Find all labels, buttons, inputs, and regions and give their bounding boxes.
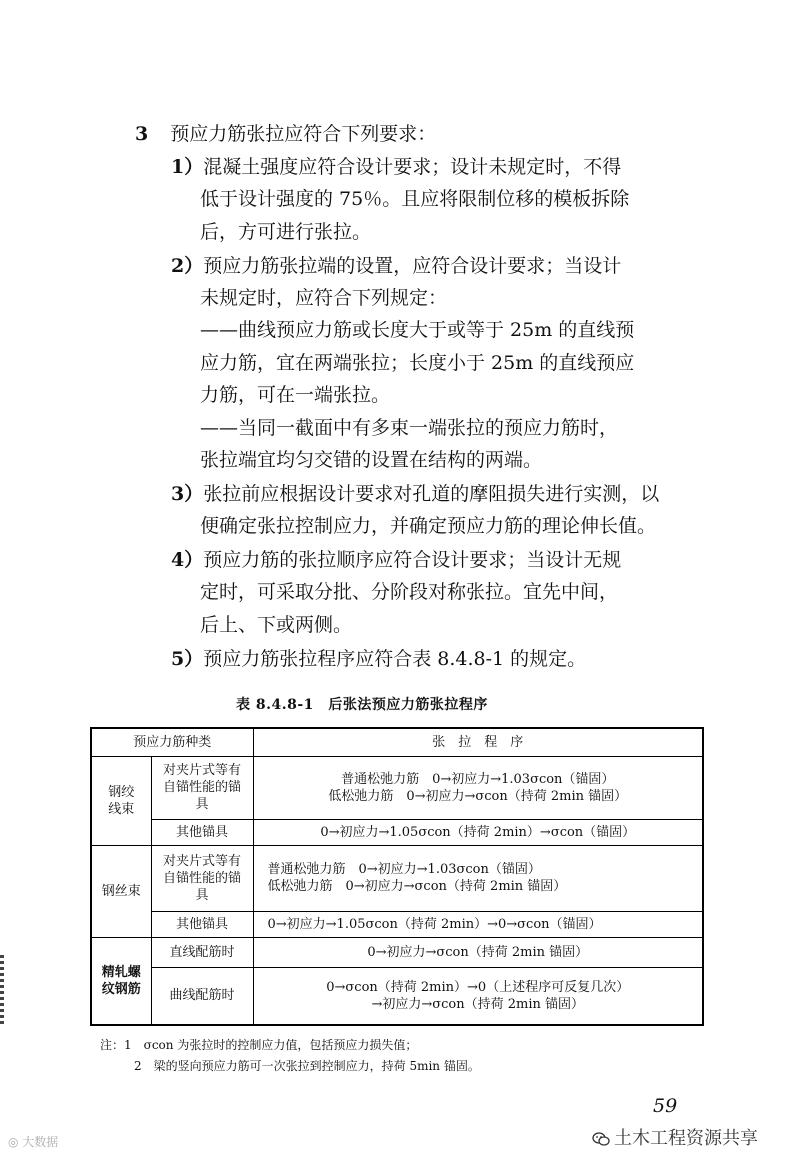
- table-title: 表 8.4.8-1 后张法预应力筋张拉程序: [236, 697, 488, 713]
- group-1-anchor-1-text: 对夹片式等有自锚性能的锚具: [162, 763, 241, 812]
- tensioning-procedure-table: [90, 727, 704, 1026]
- group-3-name: [91, 937, 151, 1025]
- clause-3-number: 3: [135, 123, 149, 145]
- watermark-logo-icon: ◎: [8, 1135, 23, 1149]
- item-2-number: 2）: [171, 255, 204, 277]
- procedure-line: 0→初应力→σcon（持荷 2min 锚固）: [367, 944, 589, 960]
- watermark-right: [592, 1124, 758, 1150]
- group-1-name-text: 钢绞线束: [108, 784, 135, 817]
- table-row: [91, 937, 703, 967]
- wechat-icon: [592, 1132, 610, 1146]
- group-3-anchor-1: 直线配筋时: [151, 937, 253, 967]
- item-4-line-3: 后上、下或两侧。: [200, 614, 353, 636]
- item-2-line-6: ——当同一截面中有多束一端张拉的预应力筋时，: [200, 417, 619, 439]
- scan-edge-marks: [0, 955, 4, 1025]
- item-1-text: 混凝土强度应符合设计要求；设计未规定时，不得: [203, 156, 622, 178]
- watermark-left-text: 大数据: [22, 1135, 59, 1149]
- procedure-line: →初应力→σcon（持荷 2min 锚固）: [371, 996, 585, 1012]
- item-3-line-1: [171, 482, 659, 506]
- table-header-row: [91, 728, 703, 756]
- group-2-name: 钢丝束: [91, 845, 151, 937]
- watermark-left: [8, 1133, 58, 1150]
- item-3-text: 张拉前应根据设计要求对孔道的摩阻损失进行实测，以: [203, 483, 660, 505]
- table-row: [91, 845, 703, 911]
- group-3-name-text: 精轧螺纹钢筋: [101, 964, 141, 997]
- clause-3: [135, 122, 436, 146]
- group-1-procedure-2: [253, 819, 703, 845]
- note-2: 2 梁的竖向预应力筋可一次张拉到控制应力，持荷 5min 锚固。: [134, 1059, 480, 1073]
- item-2-line-3: ——曲线预应力筋或长度大于或等于 25m 的直线预: [200, 319, 635, 341]
- item-4-number: 4）: [171, 549, 204, 571]
- item-1-line-2: 低于设计强度的 75％。且应将限制位移的模板拆除: [200, 188, 630, 210]
- group-2-procedure-2: [253, 911, 703, 937]
- item-5-text: 预应力筋张拉程序应符合表 8.4.8-1 的规定。: [203, 648, 587, 670]
- procedure-line: 低松弛力筋 0→初应力→σcon（持荷 2min 锚固）: [328, 788, 628, 804]
- group-2-anchor-1-text: 对夹片式等有自锚性能的锚具: [162, 853, 241, 903]
- item-5-line-1: [171, 647, 586, 671]
- table-row: [91, 967, 703, 1025]
- group-3-anchor-2: 曲线配筋时: [151, 967, 253, 1025]
- item-2-line-1: [171, 254, 621, 278]
- table-row: [91, 756, 703, 819]
- procedure-line: 普通松弛力筋 0→初应力→1.03σcon（锚固）: [267, 862, 541, 877]
- item-1-line-3: 后，方可进行张拉。: [200, 221, 372, 243]
- item-4-line-2: 定时，可采取分批、分阶段对称张拉。宜先中间，: [200, 581, 619, 603]
- procedure-line: 0→初应力→1.05σcon（持荷 2min）→0→σcon（锚固）: [267, 916, 602, 932]
- item-5-number: 5）: [171, 648, 204, 670]
- group-3-procedure-1: [253, 937, 703, 967]
- item-4-text: 预应力筋的张拉顺序应符合设计要求；当设计无规: [203, 549, 622, 571]
- item-2-line-7: 张拉端宜均匀交错的设置在结构的两端。: [200, 449, 543, 471]
- procedure-line: 低松弛力筋 0→初应力→σcon（持荷 2min 锚固）: [267, 879, 567, 894]
- procedure-line: 0→初应力→1.05σcon（持荷 2min）→σcon（锚固）: [320, 824, 636, 840]
- note-1: 注：1 σcon 为张拉时的控制应力值，包括预应力损失值；: [100, 1038, 418, 1052]
- item-2-text: 预应力筋张拉端的设置，应符合设计要求；当设计: [203, 255, 622, 277]
- group-1-anchor-1: [151, 756, 253, 819]
- procedure-line: 普通松弛力筋 0→初应力→1.03σcon（锚固）: [341, 771, 615, 787]
- group-1-anchor-2: 其他锚具: [151, 819, 253, 845]
- page-number: 59: [653, 1095, 678, 1117]
- item-4-line-1: [171, 548, 621, 572]
- item-2-line-5: 力筋，可在一端张拉。: [200, 384, 391, 406]
- watermark-right-text: 土木工程资源共享: [614, 1128, 758, 1149]
- group-1-name: [91, 756, 151, 845]
- group-2-anchor-2: 其他锚具: [151, 911, 253, 937]
- table-row: [91, 819, 703, 845]
- header-procedure: 张 拉 程 序: [253, 728, 703, 756]
- group-1-procedure-1: [253, 756, 703, 819]
- header-type: 预应力筋种类: [91, 728, 253, 756]
- item-3-number: 3）: [171, 483, 204, 505]
- item-2-line-4: 应力筋，宜在两端张拉；长度小于 25m 的直线预应: [200, 352, 635, 374]
- item-3-line-2: 便确定张拉控制应力，并确定预应力筋的理论伸长值。: [200, 515, 657, 537]
- group-2-procedure-1: [253, 845, 703, 911]
- table-row: [91, 911, 703, 937]
- group-2-anchor-1: [151, 845, 253, 911]
- group-3-procedure-2: [253, 967, 703, 1025]
- clause-3-text: 预应力筋张拉应符合下列要求：: [170, 123, 437, 145]
- procedure-line: 0→σcon（持荷 2min）→0（上述程序可反复几次）: [326, 979, 630, 995]
- item-2-line-2: 未规定时，应符合下列规定：: [200, 287, 448, 309]
- item-1-number: 1）: [171, 156, 204, 178]
- item-1-line-1: [171, 155, 621, 179]
